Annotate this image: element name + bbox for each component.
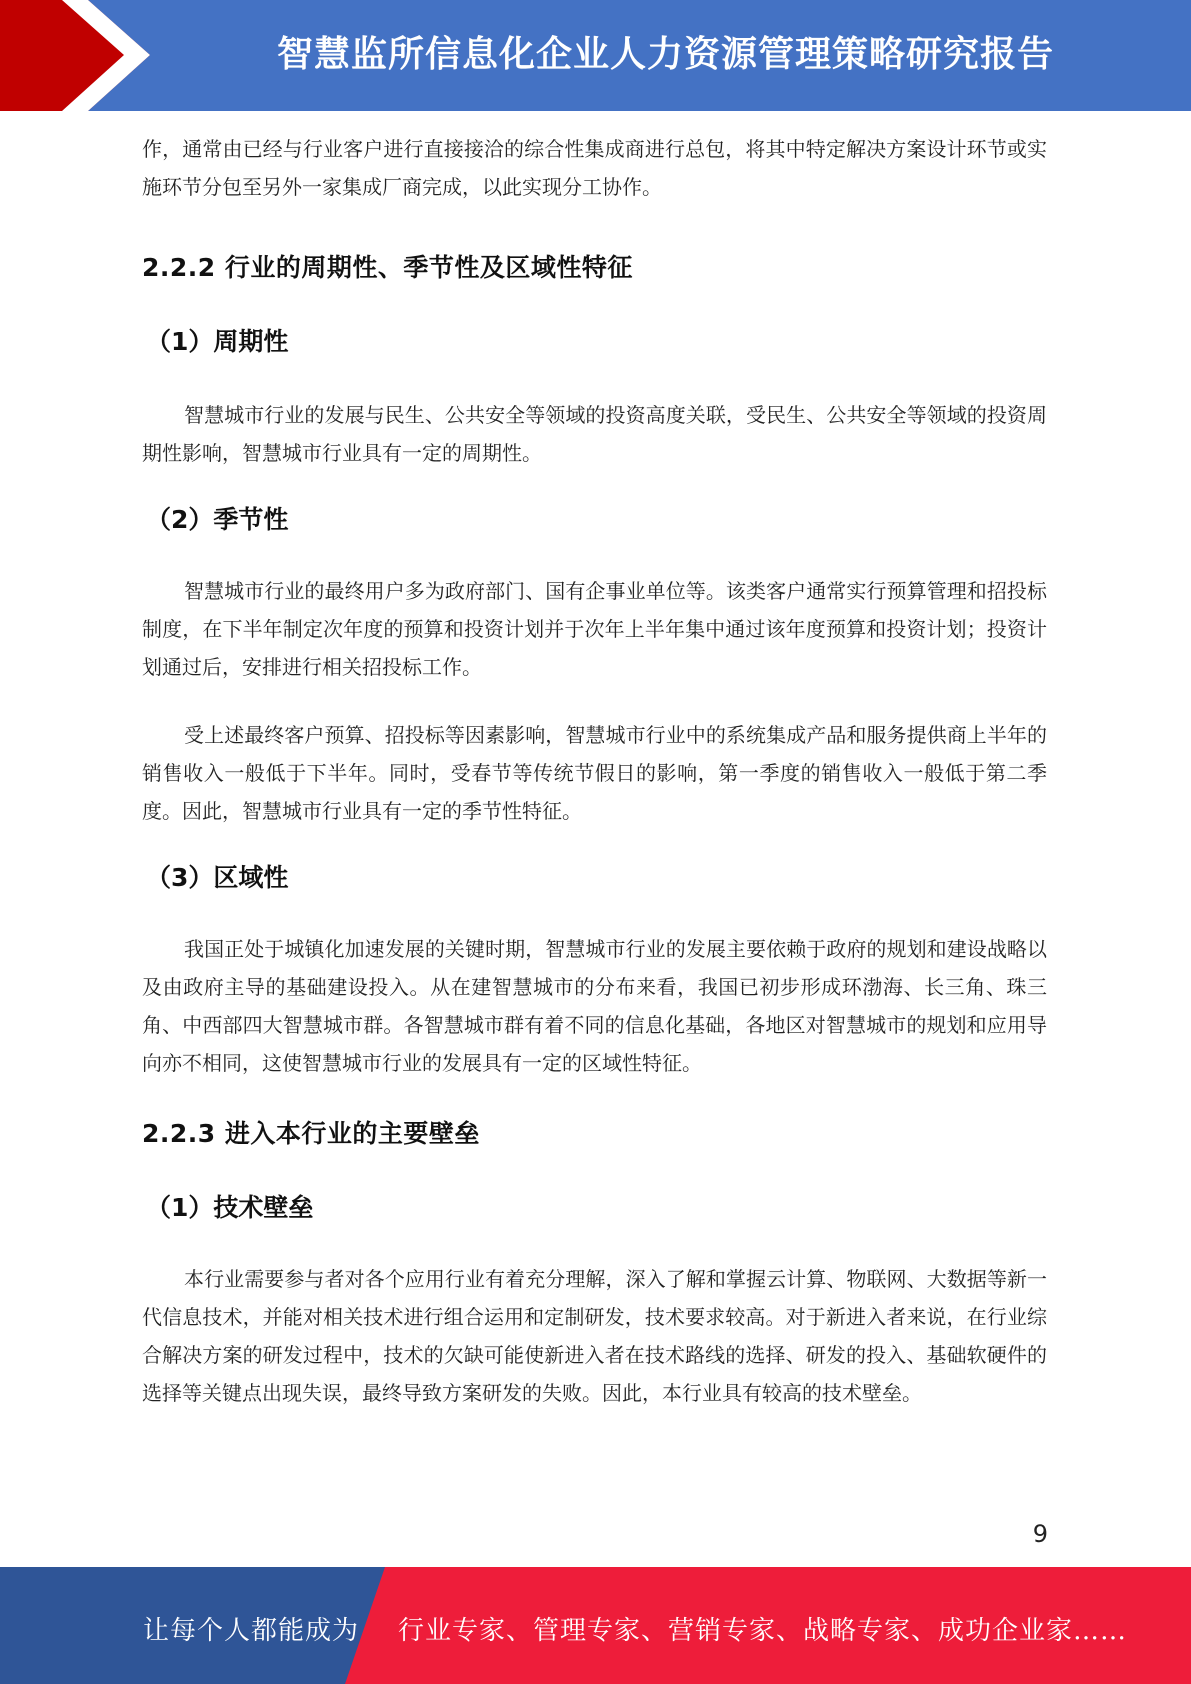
paragraph-intro: 作，通常由已经与行业客户进行直接接洽的综合性集成商进行总包，将其中特定解决方案设计环节或实施环节分包至另外一家集成厂商完成，以此实现分工协作。 xyxy=(142,137,1047,199)
paragraph-seasonality-1: 智慧城市行业的最终用户多为政府部门、国有企事业单位等。该类客户通常实行预算管理和招投标制度，在下半年制定次年度的预算和投资计划并于次年上半年集中通过该年度预算和投资计划；投资计划通过后，安排进行相关招投标工作。 xyxy=(142,579,1047,679)
header-band xyxy=(0,0,1191,111)
footer-slogan-left: 让每个人都能成为 xyxy=(143,1616,360,1646)
paragraph-seasonality-2: 受上述最终客户预算、招投标等因素影响，智慧城市行业中的系统集成产品和服务提供商上半年的销售收入一般低于下半年。同时，受春节等传统节假日的影响，第一季度的销售收入一般低于第二季度。因此，智慧城市行业具有一定的季节性特征。 xyxy=(142,723,1047,823)
subheading-cyclicality: （1）周期性 xyxy=(146,327,289,356)
paragraph-regionality: 我国正处于城镇化加速发展的关键时期，智慧城市行业的发展主要依赖于政府的规划和建设战略以及由政府主导的基础建设投入。从在建智慧城市的分布来看，我国已初步形成环渤海、长三角、珠三角、中西部四大智慧城市群。各智慧城市群有着不同的信息化基础，各地区对智慧城市的规划和应用导向亦不相同，这使智慧城市行业的发展具有一定的区域性特征。 xyxy=(142,937,1047,1075)
subheading-seasonality: （2）季节性 xyxy=(146,505,289,534)
footer-band xyxy=(0,1567,1191,1684)
footer-slogan-right: 行业专家、管理专家、营销专家、战略专家、成功企业家…… xyxy=(398,1616,1128,1646)
page-number: 9 xyxy=(1032,1520,1048,1548)
chevron-arrow-icon xyxy=(0,0,160,111)
document-title: 智慧监所信息化企业人力资源管理策略研究报告 xyxy=(276,34,1054,75)
section-heading-2-2-2: 2.2.2 行业的周期性、季节性及区域性特征 xyxy=(142,253,633,282)
section-heading-2-2-3: 2.2.3 进入本行业的主要壁垒 xyxy=(142,1119,480,1148)
paragraph-technical-barrier: 本行业需要参与者对各个应用行业有着充分理解，深入了解和掌握云计算、物联网、大数据等新一代信息技术，并能对相关技术进行组合运用和定制研发，技术要求较高。对于新进入者来说，在行业综合解决方案的研发过程中，技术的欠缺可能使新进入者在技术路线的选择、研发的投入、基础软硬件的选择等关键点出现失误，最终导致方案研发的失败。因此，本行业具有较高的技术壁垒。 xyxy=(142,1267,1047,1405)
paragraph-cyclicality: 智慧城市行业的发展与民生、公共安全等领域的投资高度关联，受民生、公共安全等领域的投资周期性影响，智慧城市行业具有一定的周期性。 xyxy=(142,403,1047,465)
document-body xyxy=(142,130,1047,1412)
subheading-technical-barrier: （1）技术壁垒 xyxy=(146,1193,314,1222)
subheading-regionality: （3）区域性 xyxy=(146,863,289,892)
